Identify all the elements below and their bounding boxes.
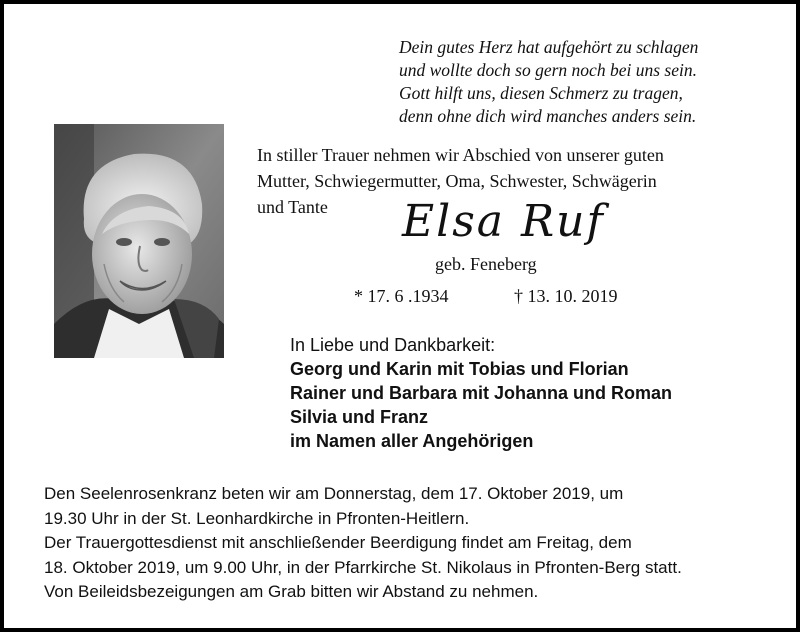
service-line: Den Seelenrosenkranz beten wir am Donnerstag, dem 17. Oktober 2019, um — [44, 484, 624, 503]
death-date: † 13. 10. 2019 — [514, 286, 618, 306]
birth-date: * 17. 6 .1934 — [354, 286, 449, 306]
mourner-family: im Namen aller Angehörigen — [290, 431, 534, 451]
intro-line: Mutter, Schwiegermutter, Oma, Schwester, Schwägerin — [257, 171, 657, 191]
intro-line: und Tante — [257, 197, 328, 217]
mourner-family: Rainer und Barbara mit Johanna und Roman — [290, 383, 673, 403]
mourner-family: Silvia und Franz — [290, 407, 429, 427]
poem-line: Gott hilft uns, diesen Schmerz zu tragen, — [399, 83, 683, 103]
deceased-name: Elsa Ruf — [402, 196, 605, 247]
poem-line: Dein gutes Herz hat aufgehört zu schlagen — [399, 37, 699, 57]
service-info — [44, 482, 789, 605]
intro-line: In stiller Trauer nehmen wir Abschied von unserer guten — [257, 145, 664, 165]
maiden-name: geb. Feneberg — [435, 254, 537, 274]
service-line: Der Trauergottesdienst mit anschließender Beerdigung findet am Freitag, dem — [44, 533, 632, 552]
service-line: Von Beileidsbezeigungen am Grab bitten wir Abstand zu nehmen. — [44, 582, 539, 601]
mourners — [290, 333, 672, 453]
portrait-photo — [54, 124, 224, 358]
poem-line: denn ohne dich wird manches anders sein. — [399, 106, 697, 126]
mourner-family: Georg und Karin mit Tobias und Florian — [290, 359, 629, 379]
poem — [399, 36, 769, 128]
service-line: 18. Oktober 2019, um 9.00 Uhr, in der Pfarrkirche St. Nikolaus in Pfronten-Berg statt. — [44, 557, 682, 577]
mourners-header: In Liebe und Dankbarkeit: — [290, 335, 496, 355]
service-line: 19.30 Uhr in der St. Leonhardkirche in Pfronten-Heitlern. — [44, 508, 470, 528]
poem-line: und wollte doch so gern noch bei uns sein. — [399, 60, 697, 80]
